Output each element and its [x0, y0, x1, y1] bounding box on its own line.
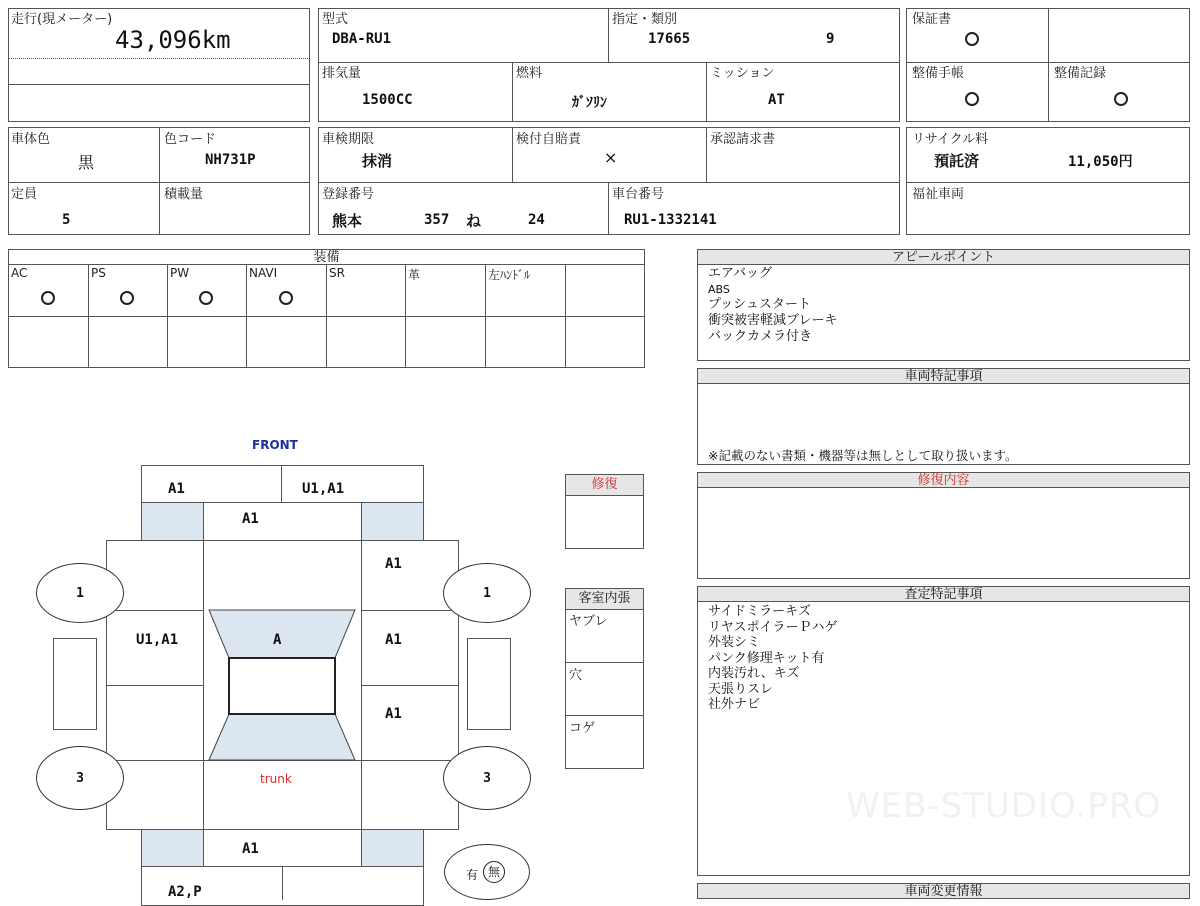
capacity-value: 5	[62, 212, 71, 228]
inspection-box	[318, 127, 900, 235]
equip-navi-mark	[279, 291, 293, 305]
assessment-lines	[708, 604, 837, 713]
repair-content-box	[697, 487, 1190, 579]
windshield	[209, 610, 355, 658]
warranty-label: 保証書	[912, 12, 952, 27]
appeal-line: プッシュスタート	[708, 297, 811, 312]
insurance-value: ×	[604, 148, 618, 167]
capacity-label: 定員	[11, 187, 38, 202]
taillight-left	[141, 829, 204, 867]
designation-value2: 9	[826, 31, 835, 47]
rear-glass	[209, 714, 355, 760]
chassis-value: RU1-1332141	[624, 212, 717, 228]
headlight-left	[141, 502, 204, 541]
left-mirror	[53, 638, 97, 730]
body-color-label: 車体色	[11, 132, 51, 147]
assessment-header: 査定特記事項	[697, 586, 1190, 602]
recycle-label: リサイクル料	[912, 132, 989, 147]
interior-header: 客室内張	[565, 588, 644, 610]
assessment-line: サイドミラーキズ	[708, 604, 811, 619]
assessment-line: リヤスポイラーＰハゲ	[708, 619, 838, 635]
maintenance-book-mark	[965, 92, 979, 106]
interior-row-tear: ヤブレ	[569, 614, 608, 629]
appeal-line: ABS	[708, 283, 730, 296]
smoking-yes: 有	[466, 868, 479, 882]
equip-pw-mark	[199, 291, 213, 305]
fuel-value: ｶﾞｿﾘﾝ	[572, 95, 607, 111]
tire-front-right: 1	[443, 563, 531, 623]
appeal-line: エアバッグ	[708, 266, 772, 281]
interior-row-hole: 穴	[569, 668, 583, 683]
change-info-header: 車両変更情報	[697, 883, 1190, 899]
rear-panel	[203, 829, 362, 867]
assessment-line: 社外ナビ	[708, 697, 761, 712]
recycle-amount: 11,050円	[1068, 154, 1133, 170]
equip-sr-label: SR	[329, 266, 345, 280]
equip-ps-label: PS	[91, 266, 106, 280]
right-mirror	[467, 638, 511, 730]
equip-pw-label: PW	[170, 266, 190, 280]
right-fender-mark: A1	[385, 556, 402, 572]
color-code-value: NH731P	[205, 152, 256, 168]
equipment-header: 装備	[8, 249, 645, 265]
rear-panel-mark: A1	[242, 841, 259, 857]
model-value: DBA-RU1	[332, 31, 392, 47]
hood-front-mark: A1	[242, 511, 259, 527]
registration-area: 熊本	[332, 212, 363, 230]
transmission-label: ミッション	[710, 66, 775, 81]
registration-label: 登録番号	[322, 187, 375, 202]
repair-content-header: 修復内容	[697, 472, 1190, 488]
fuel-label: 燃料	[516, 66, 543, 81]
assessment-line: 内装汚れ、キズ	[708, 666, 800, 681]
appeal-line: 衝突被害軽減ブレーキ	[708, 313, 838, 328]
watermark: WEB-STUDIO.PRO	[846, 786, 1162, 826]
appeal-lines	[708, 266, 837, 345]
tire-rear-right: 3	[443, 746, 531, 810]
designation-value1: 17665	[648, 31, 691, 47]
insurance-label: 検付自賠責	[516, 132, 582, 147]
body-color-value: 黒	[78, 153, 95, 172]
taillight-right	[361, 829, 424, 867]
mileage-value: 43,096km	[115, 26, 231, 54]
headlight-right	[361, 502, 424, 541]
mileage-label: 走行(現メーター)	[11, 12, 113, 27]
load-label: 積載量	[164, 187, 204, 202]
tire-front-left: 1	[36, 563, 124, 623]
inspection-value: 抹消	[362, 152, 393, 170]
approval-label: 承認請求書	[710, 132, 776, 147]
equip-lhd-label: 左ﾊﾝﾄﾞﾙ	[488, 268, 531, 282]
maintenance-book-label: 整備手帳	[912, 66, 965, 81]
repair-small-box	[565, 495, 644, 549]
front-label: FRONT	[252, 438, 298, 452]
designation-label: 指定・類別	[612, 12, 678, 27]
transmission-value: AT	[768, 92, 785, 108]
registration-kana: ね	[466, 212, 482, 230]
model-label: 型式	[322, 12, 349, 27]
tire-rear-left: 3	[36, 746, 124, 810]
interior-row-burn: コゲ	[569, 721, 596, 736]
equip-ac-label: AC	[11, 266, 28, 280]
left-door-mark: U1,A1	[136, 632, 179, 648]
roof-mark: A	[273, 632, 282, 648]
maintenance-record-mark	[1114, 92, 1128, 106]
hood-front	[203, 502, 362, 541]
inspection-label: 車検期限	[322, 132, 375, 147]
front-left-mark: A1	[168, 481, 185, 497]
registration-number: 24	[528, 212, 545, 228]
welfare-label: 福祉車両	[912, 187, 965, 202]
trunk-label: trunk	[260, 772, 292, 786]
chassis-label: 車台番号	[612, 187, 665, 202]
equip-ps-mark	[120, 291, 134, 305]
assessment-line: パンク修理キット有	[708, 650, 825, 666]
color-code-label: 色コード	[164, 132, 217, 147]
displacement-value: 1500CC	[362, 92, 413, 108]
vehicle-notes-header: 車両特記事項	[697, 368, 1190, 384]
appeal-header: アピールポイント	[697, 249, 1190, 265]
registration-class: 357	[424, 212, 450, 228]
interior-box	[565, 609, 644, 769]
assessment-line: 天張りスレ	[708, 681, 774, 697]
roof	[229, 658, 335, 714]
warranty-mark	[965, 32, 979, 46]
repair-small-header: 修復	[565, 474, 644, 496]
appeal-line: バックカメラ付き	[708, 329, 813, 344]
vehicle-notes-footer: ※記載のない書類・機器等は無しとして取り扱います。	[708, 448, 1018, 463]
right-door-rear-mark: A1	[385, 706, 402, 722]
equip-leather-label: 革	[408, 268, 421, 282]
rear-left-mark: A2,P	[168, 884, 202, 900]
assessment-line: 外装シミ	[708, 635, 761, 650]
equip-navi-label: NAVI	[249, 266, 278, 280]
displacement-label: 排気量	[322, 66, 362, 81]
maintenance-record-label: 整備記録	[1054, 66, 1107, 81]
cabin-glass	[203, 608, 363, 762]
front-right-mark: U1,A1	[302, 481, 345, 497]
right-door-front-mark: A1	[385, 632, 402, 648]
recycle-status: 預託済	[934, 152, 980, 170]
smoking-no: 無	[483, 861, 505, 883]
equip-ac-mark	[41, 291, 55, 305]
